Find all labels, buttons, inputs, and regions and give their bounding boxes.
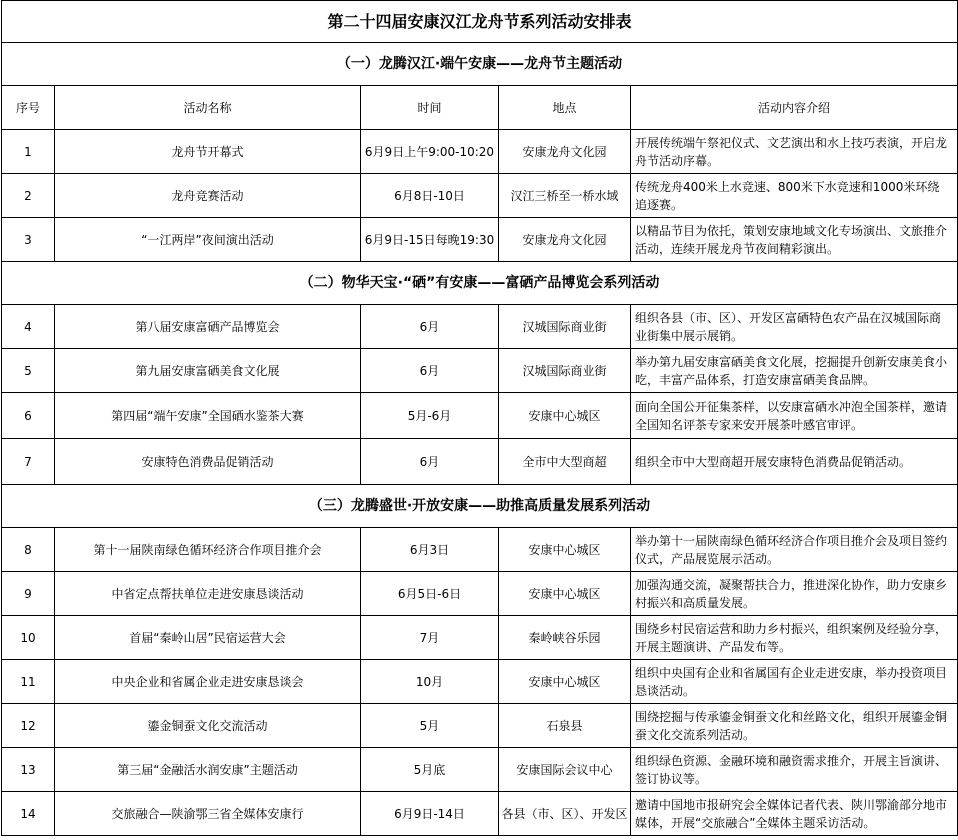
- cell-no: 10: [2, 616, 55, 660]
- column-header-no: 序号: [2, 86, 55, 130]
- cell-activity-name: 第十一届陕南绿色循环经济合作项目推介会: [55, 528, 361, 572]
- cell-activity-name: 安康特色消费品促销活动: [55, 439, 361, 485]
- table-row: [2, 349, 958, 393]
- table-row: [2, 130, 958, 174]
- section-header-row: [2, 485, 958, 528]
- cell-place: 秦岭峡谷乐园: [499, 616, 631, 660]
- cell-description: 加强沟通交流，凝聚帮扶合力，推进深化协作，助力安康乡村振兴和高质量发展。: [631, 572, 958, 616]
- cell-no: 5: [2, 349, 55, 393]
- cell-time: 6月9日上午9:00-10:20: [361, 130, 499, 174]
- section-title: （三）龙腾盛世·开放安康——助推高质量发展系列活动: [2, 485, 958, 528]
- cell-place: 安康中心城区: [499, 660, 631, 704]
- cell-activity-name: 交旅融合—陕渝鄂三省全媒体安康行: [55, 792, 361, 836]
- cell-place: 各县（市、区）、开发区: [499, 792, 631, 836]
- cell-description: 围绕挖掘与传承鎏金铜蚕文化和丝路文化，组织开展鎏金铜蚕文化交流系列活动。: [631, 704, 958, 748]
- cell-time: 6月3日: [361, 528, 499, 572]
- cell-no: 6: [2, 393, 55, 439]
- cell-description: 面向全国公开征集茶样，以安康富硒水冲泡全国茶样，邀请全国知名评茶专家来安开展茶叶感官审评。: [631, 393, 958, 439]
- cell-no: 14: [2, 792, 55, 836]
- title-row: [2, 1, 958, 43]
- table-row: [2, 305, 958, 349]
- cell-description: 围绕乡村民宿运营和助力乡村振兴，组织案例及经验分享，开展主题演讲、产品发布等。: [631, 616, 958, 660]
- table-row: [2, 616, 958, 660]
- cell-description: 传统龙舟400米上水竞速、800米下水竞速和1000米环绕追逐赛。: [631, 174, 958, 218]
- table-row: [2, 218, 958, 262]
- cell-time: 6月8日-10日: [361, 174, 499, 218]
- cell-activity-name: 中省定点帮扶单位走进安康恳谈活动: [55, 572, 361, 616]
- table-row: [2, 439, 958, 485]
- table-row: [2, 572, 958, 616]
- column-header-time: 时间: [361, 86, 499, 130]
- cell-no: 3: [2, 218, 55, 262]
- cell-activity-name: 第四届“端午安康”全国硒水鉴茶大赛: [55, 393, 361, 439]
- cell-activity-name: 第八届安康富硒产品博览会: [55, 305, 361, 349]
- cell-description: 组织各县（市、区）、开发区富硒特色农产品在汉城国际商业街集中展示展销。: [631, 305, 958, 349]
- cell-place: 安康中心城区: [499, 528, 631, 572]
- section-title: （二）物华天宝·“硒”有安康——富硒产品博览会系列活动: [2, 262, 958, 305]
- cell-description: 举办第十一届陕南绿色循环经济合作项目推介会及项目签约仪式，产品展览展示活动。: [631, 528, 958, 572]
- cell-place: 安康中心城区: [499, 393, 631, 439]
- cell-place: 安康国际会议中心: [499, 748, 631, 792]
- cell-no: 8: [2, 528, 55, 572]
- cell-activity-name: 第三届“金融活水润安康”主题活动: [55, 748, 361, 792]
- cell-time: 6月5日-6日: [361, 572, 499, 616]
- cell-activity-name: 龙舟竞赛活动: [55, 174, 361, 218]
- cell-no: 12: [2, 704, 55, 748]
- column-header-place: 地点: [499, 86, 631, 130]
- column-header-row: [2, 86, 958, 130]
- cell-no: 1: [2, 130, 55, 174]
- table-body: [2, 1, 958, 836]
- table-row: [2, 748, 958, 792]
- cell-activity-name: 龙舟节开幕式: [55, 130, 361, 174]
- cell-activity-name: “一江两岸”夜间演出活动: [55, 218, 361, 262]
- cell-activity-name: 鎏金铜蚕文化交流活动: [55, 704, 361, 748]
- cell-description: 邀请中国地市报研究会全媒体记者代表、陕川鄂渝部分地市媒体，开展“交旅融合”全媒体主题采访活动。: [631, 792, 958, 836]
- activity-schedule-table: [1, 0, 958, 836]
- cell-no: 9: [2, 572, 55, 616]
- cell-time: 6月: [361, 305, 499, 349]
- cell-place: 汉江三桥至一桥水域: [499, 174, 631, 218]
- cell-place: 汉城国际商业街: [499, 349, 631, 393]
- section-title: （一）龙腾汉江·端午安康——龙舟节主题活动: [2, 43, 958, 86]
- cell-no: 2: [2, 174, 55, 218]
- cell-time: 7月: [361, 616, 499, 660]
- cell-description: 组织全市中大型商超开展安康特色消费品促销活动。: [631, 439, 958, 485]
- column-header-desc: 活动内容介绍: [631, 86, 958, 130]
- cell-time: 6月: [361, 439, 499, 485]
- cell-no: 13: [2, 748, 55, 792]
- section-header-row: [2, 43, 958, 86]
- cell-description: 组织绿色资源、金融环境和融资需求推介，开展主旨演讲、签订协议等。: [631, 748, 958, 792]
- cell-description: 举办第九届安康富硒美食文化展，挖掘提升创新安康美食小吃，丰富产品体系，打造安康富硒美食品牌。: [631, 349, 958, 393]
- cell-place: 安康龙舟文化园: [499, 130, 631, 174]
- cell-no: 4: [2, 305, 55, 349]
- table-row: [2, 704, 958, 748]
- table-row: [2, 660, 958, 704]
- cell-place: 安康中心城区: [499, 572, 631, 616]
- cell-place: 安康龙舟文化园: [499, 218, 631, 262]
- cell-time: 5月-6月: [361, 393, 499, 439]
- cell-time: 6月9日-15日每晚19:30: [361, 218, 499, 262]
- cell-time: 6月: [361, 349, 499, 393]
- cell-place: 全市中大型商超: [499, 439, 631, 485]
- cell-no: 7: [2, 439, 55, 485]
- column-header-name: 活动名称: [55, 86, 361, 130]
- cell-activity-name: 中央企业和省属企业走进安康恳谈会: [55, 660, 361, 704]
- cell-activity-name: 第九届安康富硒美食文化展: [55, 349, 361, 393]
- page-title: 第二十四届安康汉江龙舟节系列活动安排表: [2, 1, 958, 43]
- cell-time: 5月底: [361, 748, 499, 792]
- section-header-row: [2, 262, 958, 305]
- table-row: [2, 174, 958, 218]
- cell-description: 组织中央国有企业和省属国有企业走进安康，举办投资项目恳谈活动。: [631, 660, 958, 704]
- cell-description: 开展传统端午祭祀仪式、文艺演出和水上技巧表演，开启龙舟节活动序幕。: [631, 130, 958, 174]
- table-row: [2, 393, 958, 439]
- cell-time: 10月: [361, 660, 499, 704]
- cell-place: 石泉县: [499, 704, 631, 748]
- table-row: [2, 528, 958, 572]
- cell-place: 汉城国际商业街: [499, 305, 631, 349]
- cell-time: 6月9日-14日: [361, 792, 499, 836]
- table-row: [2, 792, 958, 836]
- cell-activity-name: 首届“秦岭山居”民宿运营大会: [55, 616, 361, 660]
- cell-time: 5月: [361, 704, 499, 748]
- cell-description: 以精品节目为依托，策划安康地域文化专场演出、文旅推介活动，连续开展龙舟节夜间精彩演出。: [631, 218, 958, 262]
- cell-no: 11: [2, 660, 55, 704]
